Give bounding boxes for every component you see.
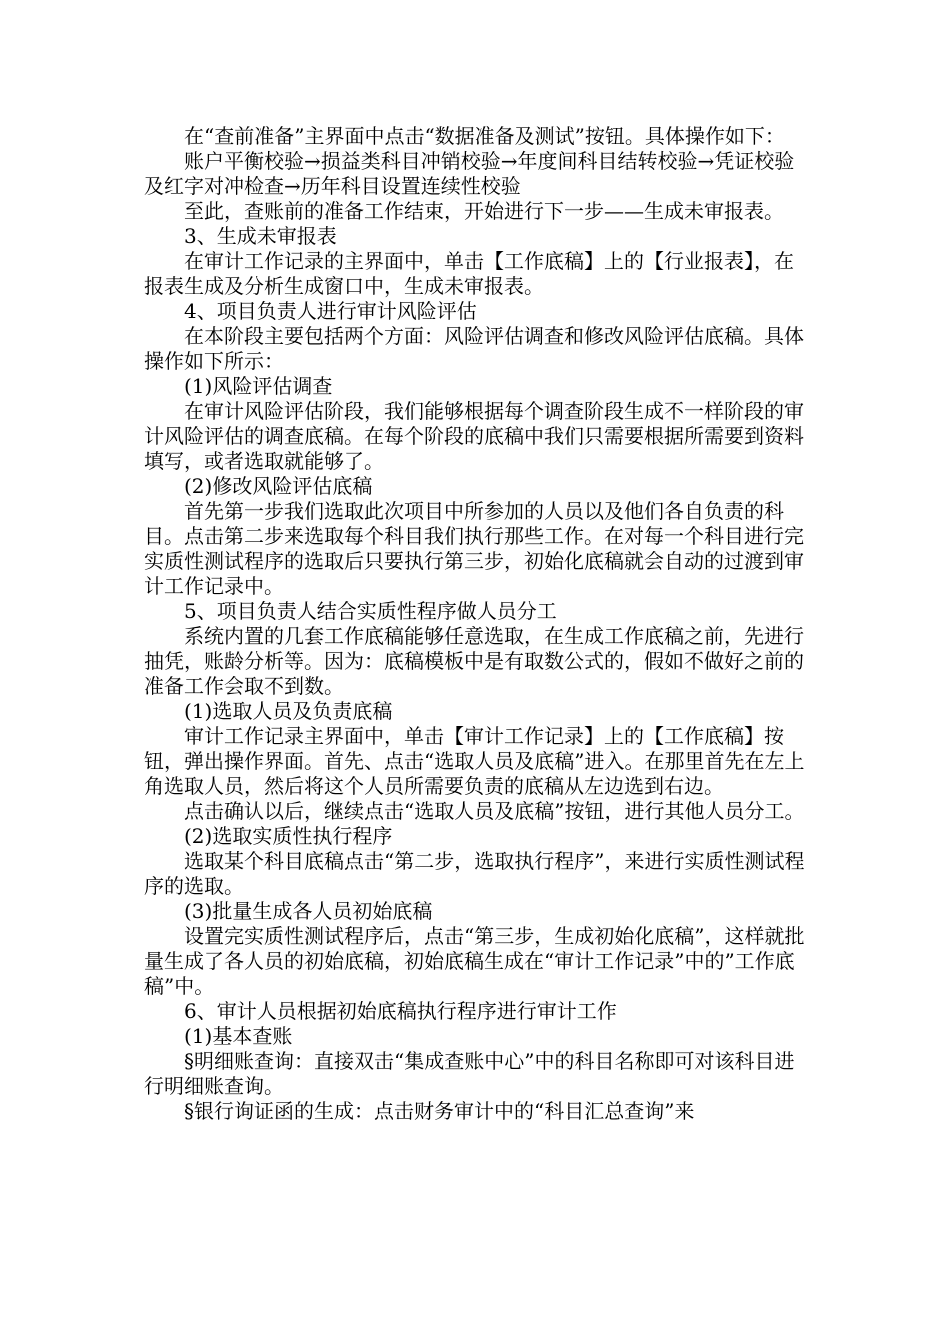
section-heading: 6、审计人员根据初始底稿执行程序进行审计工作 xyxy=(184,999,617,1023)
document-body xyxy=(144,124,809,1124)
subsection-heading: (1)基本查账 xyxy=(184,1024,293,1048)
paragraph: 审计工作记录主界面中，单击【审计工作记录】上的【工作底稿】按钮，弹出操作界面。首先、点击“选取人员及底稿”进入。在那里首先在左上角选取人员，然后将这个人员所需要负责的底稿从左边选到右边。 xyxy=(144,724,805,798)
subsection-heading: (2)选取实质性执行程序 xyxy=(184,824,393,848)
paragraph: 在“查前准备”主界面中点击“数据准备及测试”按钮。具体操作如下： xyxy=(184,124,785,148)
paragraph: 系统内置的几套工作底稿能够任意选取，在生成工作底稿之前，先进行抽凭，账龄分析等。因为：底稿模板中是有取数公式的，假如不做好之前的准备工作会取不到数。 xyxy=(144,624,804,698)
paragraph: 在审计工作记录的主界面中，单击【工作底稿】上的【行业报表】，在报表生成及分析生成窗口中，生成未审报表。 xyxy=(144,249,794,298)
section-heading: 4、项目负责人进行审计风险评估 xyxy=(184,299,477,323)
paragraph: 在审计风险评估阶段，我们能够根据每个调查阶段生成不一样阶段的审计风险评估的调查底稿。在每个阶段的底稿中我们只需要根据所需要到资料填写，或者选取就能够了。 xyxy=(144,399,804,473)
paragraph: 首先第一步我们选取此次项目中所参加的人员以及他们各自负责的科目。点击第二步来选取每个科目我们执行那些工作。在对每一个科目进行完实质性测试程序的选取后只要执行第三步，初始化底稿就会自动的过渡到审计工作记录中。 xyxy=(144,499,804,598)
paragraph: 账户平衡校验→损益类科目冲销校验→年度间科目结转校验→凭证校验及红字对冲检查→历年科目设置连续性校验 xyxy=(144,149,795,198)
section-heading: 3、生成未审报表 xyxy=(184,224,337,248)
subsection-heading: (3)批量生成各人员初始底稿 xyxy=(184,899,433,923)
paragraph: 设置完实质性测试程序后，点击“第三步，生成初始化底稿”，这样就批量生成了各人员的初始底稿，初始底稿生成在“审计工作记录”中的”工作底稿”中。 xyxy=(144,924,805,998)
subsection-heading: (2)修改风险评估底稿 xyxy=(184,474,373,498)
subsection-heading: (1)风险评估调查 xyxy=(184,374,333,398)
paragraph: §银行询证函的生成：点击财务审计中的“科目汇总查询”来 xyxy=(184,1099,695,1123)
paragraph: §明细账查询：直接双击“集成查账中心”中的科目名称即可对该科目进行明细账查询。 xyxy=(144,1049,795,1098)
paragraph: 点击确认以后，继续点击“选取人员及底稿”按钮，进行其他人员分工。 xyxy=(184,799,805,823)
paragraph: 至此，查账前的准备工作结束，开始进行下一步——生成未审报表。 xyxy=(184,199,784,223)
subsection-heading: (1)选取人员及负责底稿 xyxy=(184,699,393,723)
paragraph: 选取某个科目底稿点击“第二步，选取执行程序”，来进行实质性测试程序的选取。 xyxy=(144,849,805,898)
section-heading: 5、项目负责人结合实质性程序做人员分工 xyxy=(184,599,557,623)
paragraph: 在本阶段主要包括两个方面：风险评估调查和修改风险评估底稿。具体操作如下所示： xyxy=(144,324,804,373)
